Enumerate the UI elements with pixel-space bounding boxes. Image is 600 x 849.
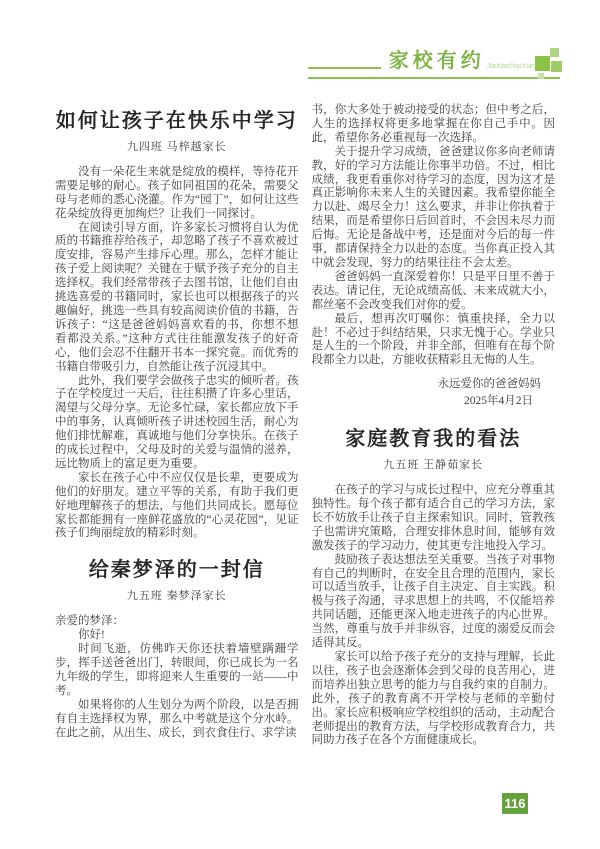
article-title: 家庭教育我的看法 bbox=[345, 428, 522, 451]
article-title: 如何让孩子在快乐中学习 bbox=[55, 110, 298, 132]
paragraph: 鼓励孩子表达想法至关重要。当孩子对事物有自己的判断时，在安全且合理的范围内，家长可以适当放手，让孩子自主决定、自主实践。积极与孩子沟通，寻求思想上的共鸣，不仅能培养共同话题，还能更深入地走进孩子的内心世界。当然，尊重与放手并非纵容，过度的溺爱反而会适得其反。 bbox=[311, 553, 555, 650]
paragraph: 没有一朵花生来就是绽放的模样，等待花开需要足够的耐心。孩子如同祖国的花朵，需要父母与老师的悉心浇灌。作为“园丁”，如何让这些花朵绽放得更加绚烂？让我们一同探讨。 bbox=[55, 165, 299, 220]
mosaic-plus-icon bbox=[534, 46, 566, 82]
header-rule-line bbox=[308, 67, 381, 69]
article-author: 九四班 马梓越家长 bbox=[126, 141, 227, 153]
paragraph: 最后，想再次叮嘱你：慎重抉择，全力以赴！不必过于纠结结果，只求无愧于心。学业只是人生的一个阶段，并非全部，但唯有在每个阶段都全力以赴，方能收获精彩且无悔的人生。 bbox=[311, 312, 555, 367]
paragraph: 家长可以给予孩子充分的支持与理解，长此以往，孩子也会逐渐体会到父母的良苦用心，进而培养出独立思考的能力与自我约束的自制力。此外，孩子的教育离不开学校与老师的辛勤付出。家长应积极响应学校组织的活动，主动配合老师提出的教育方法，与学校形成教育合力，共同助力孩子在各个方面健康成长。 bbox=[311, 651, 555, 747]
letter-salutation: 亲爱的梦泽： bbox=[55, 615, 124, 628]
paragraph-continuation: 书，你大多处于被动接受的状态；但中考之后，人生的选择权将更多地掌握在你自己手中。因此，希望你务必重视每一次选择。 bbox=[311, 104, 555, 144]
paragraph: 时间飞逝，仿佛昨天你还扶着墙壁蹒跚学步，挥手送爸爸出门，转眼间，你已成长为一名九年级的学生，即将迎来人生重要的一站——中考。 bbox=[55, 643, 299, 697]
section-subtitle-pinyin: JiaXiaoYouYue bbox=[486, 63, 534, 70]
section-title: 家校有约 bbox=[388, 50, 485, 72]
letter-date: 2025年4月2日 bbox=[464, 395, 533, 408]
paragraph: 关于提升学习成绩，爸爸建议你多向老师请教，好的学习方法能让你事半功倍。不过，相比成绩，我更看重你对待学习的态度，因为这才是真正影响你未来人生的关键因素。我希望你能全力以赴、竭尽全力！这么要求，并非让你执着于结果，而是希望你日后回首时，不会因未尽力而后悔。无论是备战中考，还是面对今后的每一件事，都请保持全力以赴的态度。当你真正投入其中就会发现，努力的结果往往不会太差。 bbox=[311, 145, 555, 269]
article-author: 九五班 王静茹家长 bbox=[383, 459, 484, 472]
paragraph: 如果将你的人生划分为两个阶段，以是否拥有自主选择权为界，那么中考就是这个分水岭。在此之前，从出生、成长，到衣食住行、求学读 bbox=[55, 698, 299, 739]
paragraph: 此外，我们要学会做孩子忠实的倾听者。孩子在学校度过一天后，往往积攒了许多心里话，渴望与父母分享。无论多忙碌，家长都应放下手中的事务，认真倾听孩子讲述校园生活，耐心为他们排忧解难，真诚地与他们分享快乐。在孩子的成长过程中，父母及时的关爱与温情的滋养，远比物质上的富足更为重要。 bbox=[55, 374, 299, 470]
paragraph: 在孩子的学习与成长过程中，应充分尊重其独特性。每个孩子都有适合自己的学习方法，家长不妨放手让孩子自主探索知识。同时，管教孩子也需讲究策略，合理安排休息时间，能够有效激发孩子的学习动力，使其更专注地投入学习。 bbox=[311, 484, 555, 552]
right-column bbox=[312, 104, 556, 748]
paragraph: 在阅读引导方面，许多家长习惯将自认为优质的书籍推荐给孩子，却忽略了孩子不喜欢被过度安排，容易产生排斥心理。那么，怎样才能让孩子爱上阅读呢？关键在于赋予孩子充分的自主选择权。我们经常带孩子去图书馆，让他们自由挑选喜爱的书籍同时，家长也可以根据孩子的兴趣偏好，挑选一些具有较高阅读价值的书籍，告诉孩子：“这是爸爸妈妈喜欢看的书，你想不想看都没关系。”这种方式往往能激发孩子的好奇心，他们会忍不住翻开书本一探究竟。而优秀的书籍自带吸引力，自然能让孩子沉浸其中。 bbox=[55, 221, 299, 373]
article-author: 九五班 秦梦泽家长 bbox=[126, 590, 227, 603]
page-header bbox=[308, 50, 560, 79]
letter-signature: 永远爱你的爸爸妈妈 bbox=[437, 378, 541, 391]
paragraph: 你好! bbox=[78, 629, 105, 642]
paragraph: 爸爸妈妈一直深爱着你！只是平日里不善于表达。请记住，无论成绩高低、未来成就大小，都丝毫不会改变我们对你的爱。 bbox=[311, 270, 555, 311]
article-title: 给秦梦泽的一封信 bbox=[88, 559, 265, 582]
left-column bbox=[55, 104, 299, 748]
two-column-layout bbox=[55, 104, 555, 748]
page-number-badge: 116 bbox=[502, 793, 528, 814]
paragraph: 家长在孩子心中不应仅仅是长辈，更要成为他们的好朋友。建立平等的关系，有助于我们更好地理解孩子的想法，与他们共同成长。愿每位家长都能拥有一座鲜花盛放的“心灵花园”，见证孩子们绚丽绽放的精彩时刻。 bbox=[55, 471, 299, 540]
